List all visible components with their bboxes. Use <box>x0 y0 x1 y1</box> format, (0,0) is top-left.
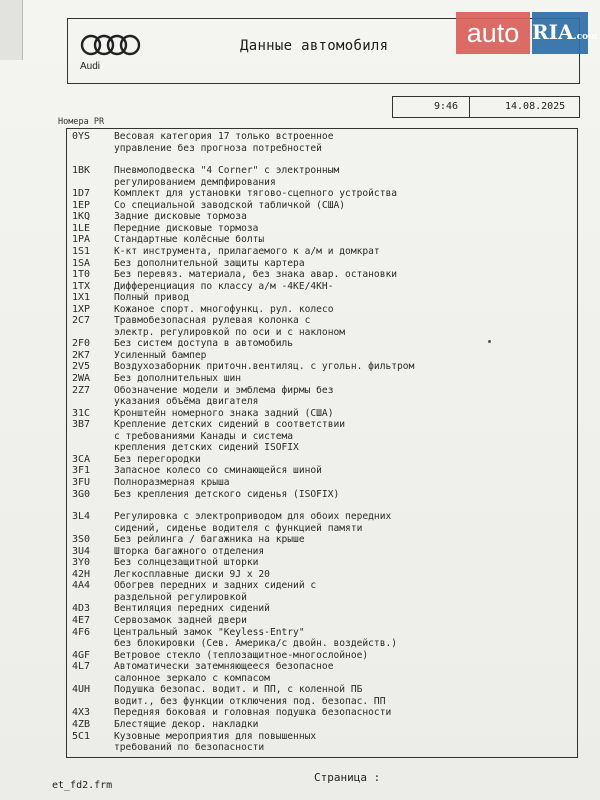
pr-description: Без дополнительных шин <box>114 373 242 384</box>
pr-description: Стандартные колёсные болты <box>114 234 265 246</box>
pr-code: 3S0 <box>72 534 91 546</box>
pr-description: Сервозамок задней двери <box>114 615 247 626</box>
pr-code: 31C <box>72 407 91 419</box>
pr-description: Кронштейн номерного знака задний (США) <box>114 407 334 419</box>
pr-description: Полноразмерная крыша <box>114 476 230 488</box>
pr-description: Кожаное спорт. многофункц. рул. колесо <box>114 303 334 315</box>
pr-code: 2F0 <box>72 338 91 350</box>
pr-code: 1XP <box>72 303 91 315</box>
watermark-ria-text: RIA.com <box>532 12 588 54</box>
pr-description: Центральный замок "Keyless-Entry" <box>114 626 305 638</box>
pr-description: без блокировки (Сев. Америка/с двойн. воздейств.) <box>114 638 398 650</box>
document-title: Данные автомобиля <box>240 38 389 54</box>
pr-description: Комплект для установки тягово-сцепного устройства <box>114 188 398 200</box>
pr-code: 4E7 <box>72 615 91 626</box>
pr-description: Со специальной заводской табличкой (США) <box>114 199 346 211</box>
pr-code: 1TX <box>72 280 91 292</box>
pr-code: 3L4 <box>72 511 91 523</box>
pr-code: 3CA <box>72 453 91 465</box>
pr-description: Блестящие декор. накладки <box>114 718 259 730</box>
pr-code: 1SA <box>72 257 91 269</box>
page-label: Страница : <box>314 771 381 784</box>
pr-description: Воздухозаборник приточн.вентиляц. с угольн. фильтром <box>114 361 415 373</box>
pr-code: 3Y0 <box>72 557 91 569</box>
pr-description: Дифференциация по классу а/м -4KE/4KH- <box>114 280 334 292</box>
paper-speck <box>488 340 491 343</box>
watermark-auto-text: auto <box>456 12 530 54</box>
pr-code: 1BK <box>72 165 91 177</box>
pr-description: Ветровое стекло (теплозащитное-многослойное) <box>114 649 369 661</box>
pr-code: 3G0 <box>72 488 91 500</box>
pr-description: Обозначение модели и эмблема фирмы без <box>114 384 334 396</box>
adjacent-sheet-edge <box>0 0 23 60</box>
pr-code: 42H <box>72 568 91 580</box>
pr-code: 4D3 <box>72 603 91 615</box>
pr-code: 1S1 <box>72 245 91 257</box>
form-filename: et_fd2.frm <box>52 780 113 791</box>
pr-description: Без перегородки <box>114 453 201 465</box>
pr-description: Шторка багажного отделения <box>114 545 265 557</box>
brand-name: Audi <box>80 61 101 72</box>
pr-description: с требованиями Канады и система <box>114 430 294 442</box>
pr-description: управление без прогноза потребностей <box>114 142 322 154</box>
pr-code: 2V5 <box>72 361 91 373</box>
pr-code: 4A4 <box>72 580 91 592</box>
pr-code: 1LE <box>72 222 91 234</box>
pr-code: 3FU <box>72 476 91 488</box>
pr-description: Полный привод <box>114 292 190 304</box>
autoria-watermark <box>456 12 598 54</box>
pr-description: Легкосплавные диски 9J x 20 <box>114 568 270 580</box>
pr-description: Передняя боковая и головная подушка безопасности <box>114 707 392 719</box>
pr-description: раздельной регулировкой <box>114 591 247 603</box>
pr-description: требований по безопасности <box>114 742 265 754</box>
pr-description: Автоматически затемняющееся безопасное <box>114 661 334 673</box>
pr-description: Без перевяз. материала, без знака авар. остановки <box>114 269 398 281</box>
pr-description: К-кт инструмента, прилагаемого к а/м и домкрат <box>114 245 380 257</box>
pr-code: 4GF <box>72 649 91 661</box>
pr-code: 1T0 <box>72 269 91 281</box>
pr-description: Крепление детских сидений в соответствии <box>114 419 346 431</box>
pr-code: 4X3 <box>72 707 91 719</box>
pr-code: 4F6 <box>72 626 91 638</box>
pr-description: салонное зеркало с компасом <box>114 672 270 684</box>
pr-code: 0YS <box>72 131 91 142</box>
pr-description: Запасное колесо со сминающейся шиной <box>114 465 322 477</box>
pr-code: 2K7 <box>72 349 91 361</box>
pr-code: 4L7 <box>72 661 91 673</box>
pr-description: электр. регулировкой по оси и с наклоном <box>114 326 346 338</box>
pr-description: указания объёма двигателя <box>114 396 259 408</box>
pr-description: сидений, сиденье водителя с функцией памяти <box>114 522 363 534</box>
pr-code: 4ZB <box>72 718 91 730</box>
pr-description: Усиленный бампер <box>114 349 207 361</box>
print-time: 9:46 <box>434 101 459 112</box>
pr-code: 5C1 <box>72 730 91 742</box>
pr-numbers-label: Номера PR <box>58 117 105 127</box>
pr-description: Без рейлинга / багажника на крыше <box>114 534 305 546</box>
pr-description: Регулировка с электроприводом для обоих передних <box>114 511 392 523</box>
pr-description: Передние дисковые тормоза <box>114 222 259 234</box>
pr-code: 2Z7 <box>72 384 91 396</box>
pr-description: Обогрев передних и задних сидений с <box>114 580 317 592</box>
pr-description: Без систем доступа в автомобиль <box>114 338 294 350</box>
pr-description: Весовая категория 17 только встроенное <box>114 131 334 142</box>
pr-code: 2WA <box>72 373 91 384</box>
pr-description: Кузовные мероприятия для повышенных <box>114 730 317 742</box>
pr-code: 3B7 <box>72 419 91 431</box>
pr-code: 1EP <box>72 199 91 211</box>
audi-rings-logo <box>80 30 142 60</box>
pr-description: Без дополнительной защиты картера <box>114 257 305 269</box>
pr-description: крепления детских сидений ISOFIX <box>114 442 299 454</box>
pr-description: Вентиляция передних сидений <box>114 603 270 615</box>
pr-code: 3U4 <box>72 545 91 557</box>
pr-description: Подушка безопас. водит. и ПП, с коленной ПБ <box>114 684 363 696</box>
pr-description: Без солнцезащитной шторки <box>114 557 259 569</box>
pr-code: 1X1 <box>72 292 91 304</box>
pr-code: 1PA <box>72 234 91 246</box>
pr-description: Задние дисковые тормоза <box>114 211 247 223</box>
pr-description: Травмобезопасная рулевая колонка с <box>114 315 311 327</box>
pr-description: регулированием демпфирования <box>114 176 276 188</box>
pr-code: 4UH <box>72 684 91 696</box>
pr-description: водит., без функции отключения под. безопас. ПП <box>114 695 386 707</box>
pr-description: Без крепления детского сиденья (ISOFIX) <box>114 488 340 500</box>
print-date: 14.08.2025 <box>505 101 566 112</box>
pr-code: 3F1 <box>72 465 91 477</box>
pr-code: 2C7 <box>72 315 91 327</box>
pr-description: Пневмоподвеска "4 Corner" с электронным <box>114 165 340 177</box>
pr-code: 1D7 <box>72 188 91 200</box>
pr-code: 1KQ <box>72 211 91 223</box>
